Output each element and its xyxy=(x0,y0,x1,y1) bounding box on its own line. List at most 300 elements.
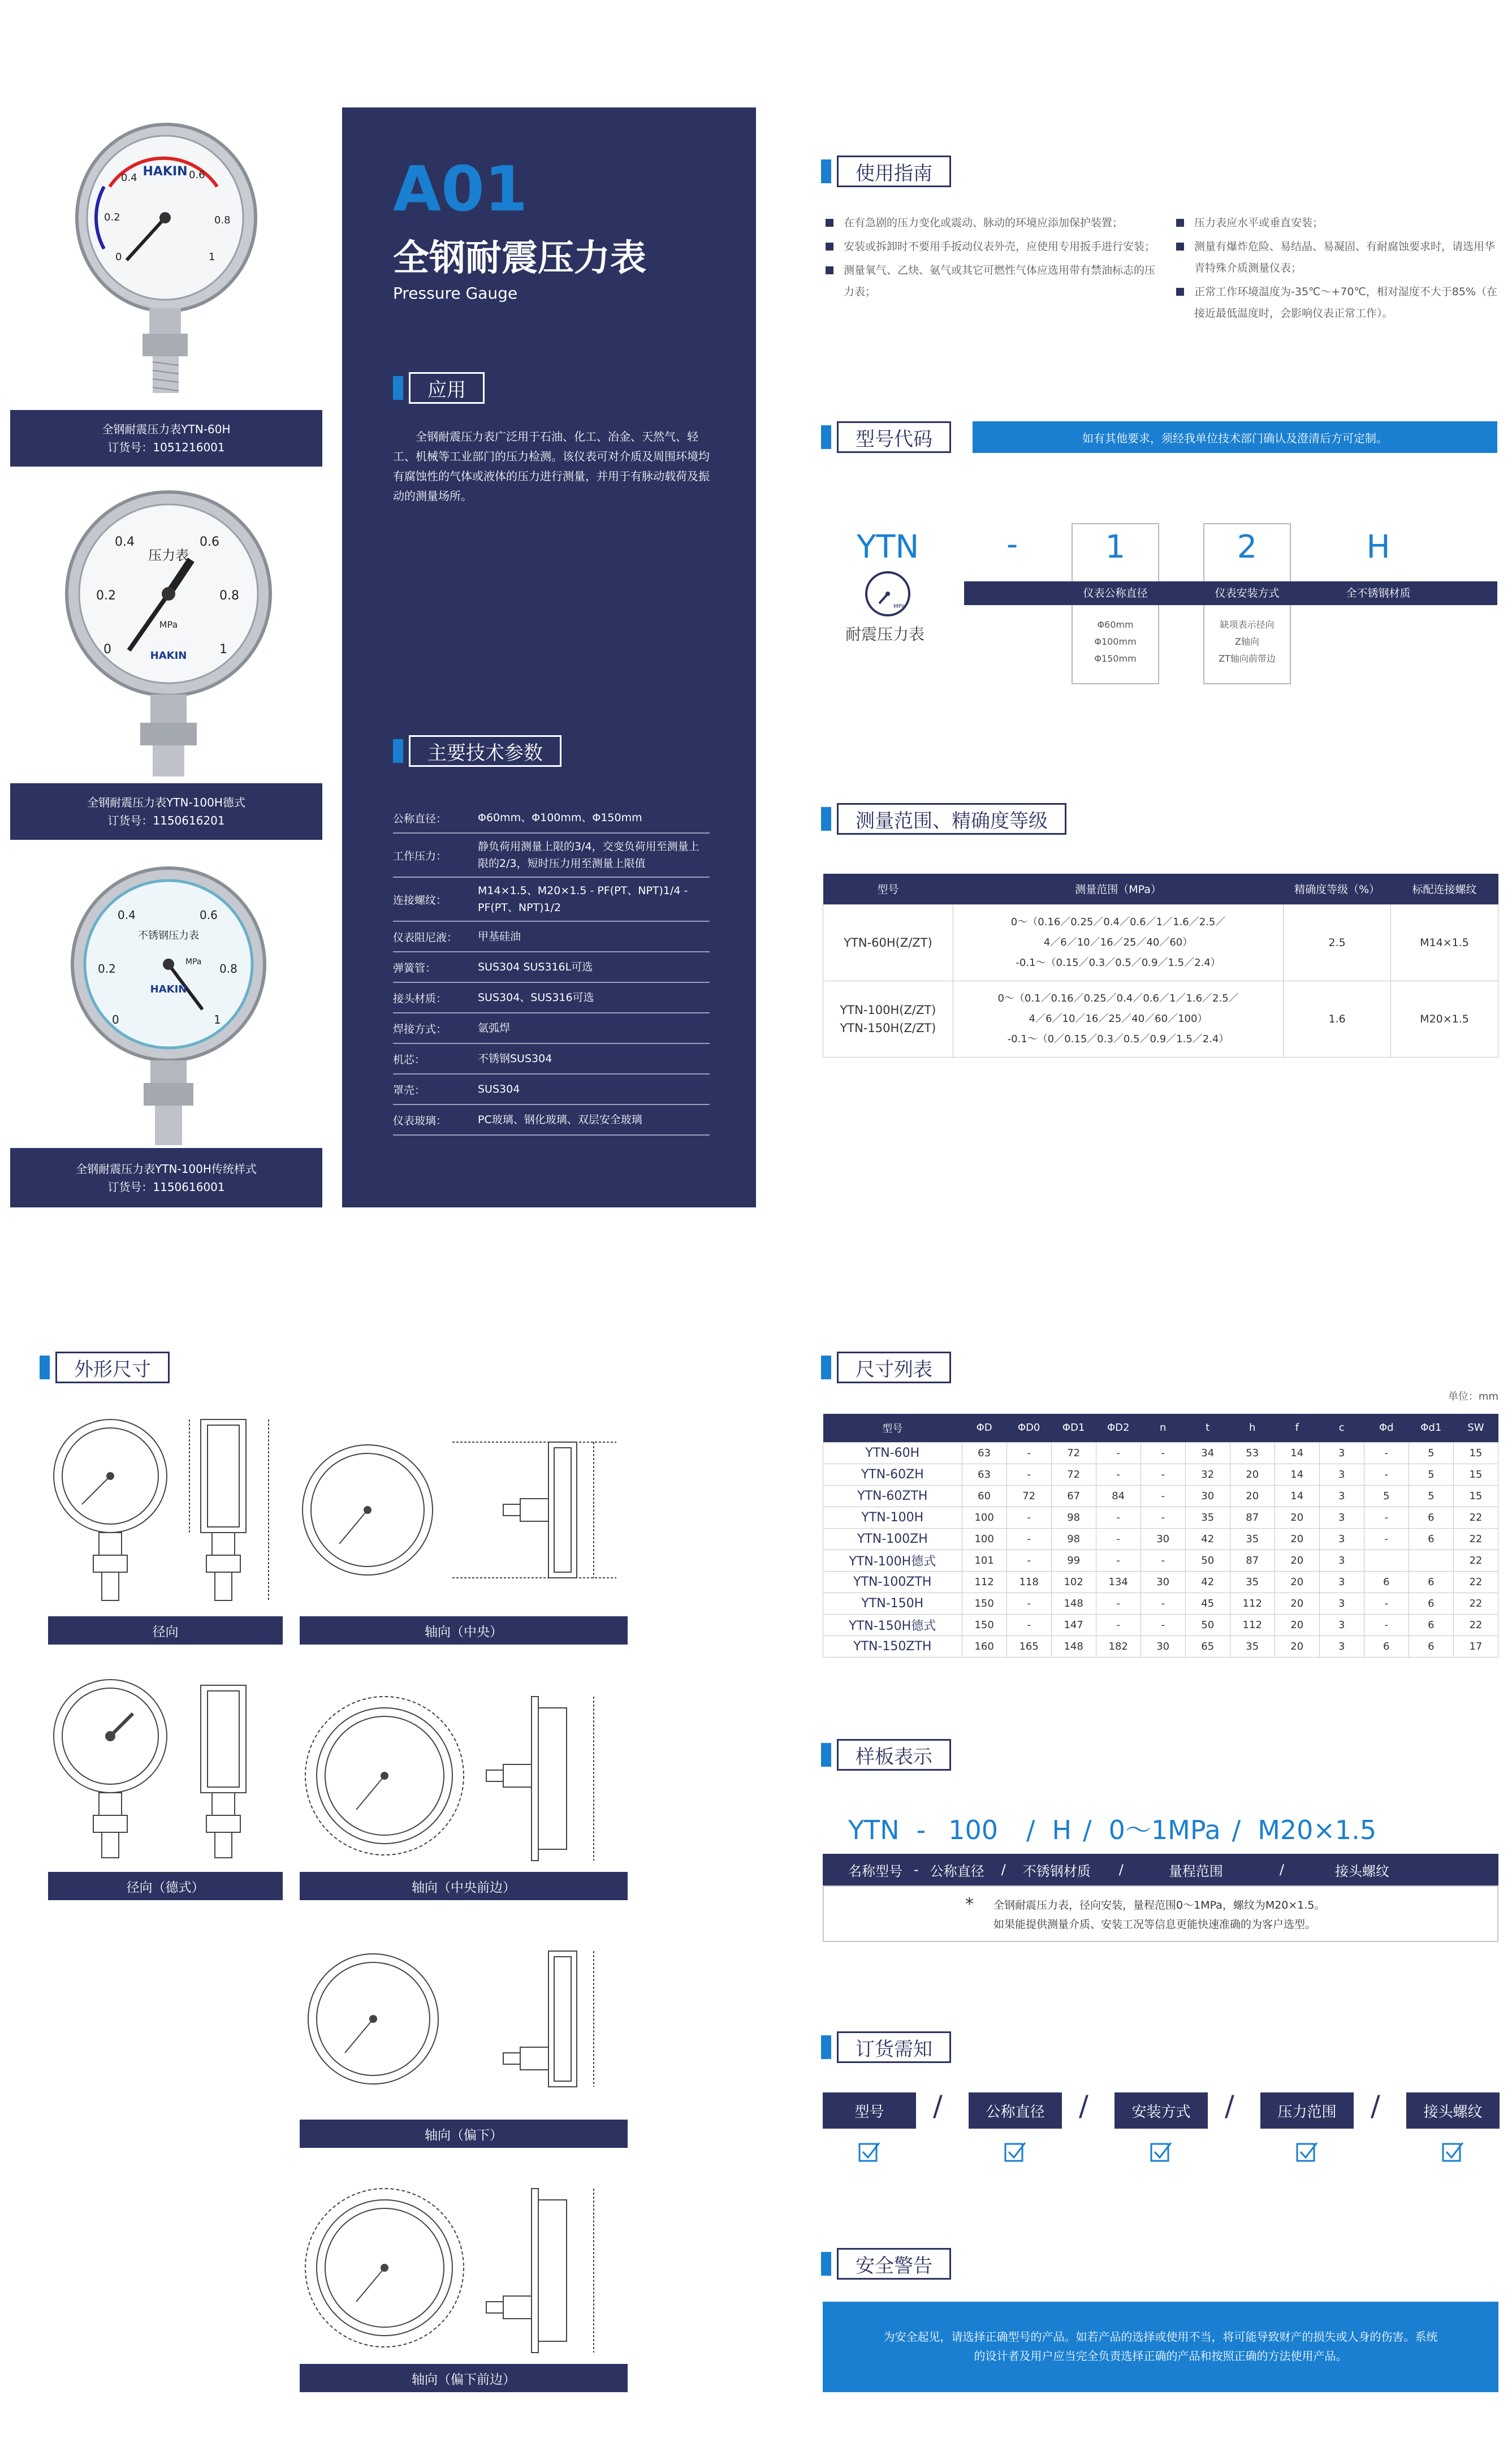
cell-model: YTN-150H xyxy=(823,1593,962,1614)
product-code: A01 xyxy=(393,153,528,225)
cell-value: - xyxy=(1364,1464,1409,1485)
cell-value: 34 xyxy=(1185,1442,1230,1464)
header-cell: f xyxy=(1275,1414,1319,1442)
cell-model: YTN-60ZTH xyxy=(823,1485,962,1507)
cell-value: 72 xyxy=(1051,1464,1096,1485)
intro-panel xyxy=(342,107,756,1207)
cell-model: YTN-100H xyxy=(823,1507,962,1528)
header-cell: Φd xyxy=(1364,1414,1409,1442)
product-order-no: 订货号：1150616001 xyxy=(107,1180,225,1194)
cell-value: 150 xyxy=(962,1593,1006,1614)
gauge-tick: 1 xyxy=(219,642,227,657)
option: ZT轴向前带边 xyxy=(1219,653,1276,664)
model-code-title: 型号代码 xyxy=(837,421,951,453)
table-row xyxy=(823,1636,1498,1657)
outline-caption-5: 轴向（偏下） xyxy=(300,2120,628,2148)
cell-value: 150 xyxy=(962,1614,1006,1636)
heading-marker xyxy=(821,2252,831,2276)
table-row xyxy=(823,1528,1498,1550)
cell-value: 35 xyxy=(1230,1528,1275,1550)
cell-model: YTN-150H德式 xyxy=(823,1614,962,1636)
spec-label: 弹簧管： xyxy=(393,961,437,974)
cell-value: 102 xyxy=(1051,1571,1096,1593)
sample-heading xyxy=(821,1739,951,1771)
cell-value: - xyxy=(1141,1507,1185,1528)
mount-options xyxy=(1203,616,1291,667)
sample-note-1: 全钢耐震压力表，径向安装，量程范围0～1MPa，螺纹为M20×1.5。 xyxy=(993,1899,1325,1911)
label-diameter: 仪表公称直径 xyxy=(1083,587,1148,599)
checkbox-icon[interactable] xyxy=(1004,2141,1026,2163)
cell-value: - xyxy=(1006,1528,1051,1550)
cell-value: 20 xyxy=(1230,1464,1275,1485)
range-title: 测量范围、精确度等级 xyxy=(837,803,1066,835)
cell-value: 30 xyxy=(1141,1636,1185,1657)
cell-accuracy: 2.5 xyxy=(1284,904,1391,981)
usage-text: 安装或拆卸时不要用手扳动仪表外壳，应使用专用扳手进行安装； xyxy=(844,240,1156,253)
sample-note-box xyxy=(823,1885,1498,1942)
checkbox-icon[interactable] xyxy=(858,2141,880,2163)
cell-value: 22 xyxy=(1453,1571,1498,1593)
digit-1: 1 xyxy=(1105,529,1126,566)
cell-value: 6 xyxy=(1364,1571,1409,1593)
warning-title: 安全警告 xyxy=(837,2248,951,2280)
bullet-icon xyxy=(1176,243,1184,251)
cell-value: 5 xyxy=(1364,1485,1409,1507)
cell-value: 32 xyxy=(1185,1464,1230,1485)
specs-title: 主要技术参数 xyxy=(409,735,561,767)
range-line: 0～（0.1／0.16／0.25／0.4／0.6／1／1.6／2.5／ xyxy=(997,992,1239,1004)
heading-marker xyxy=(393,376,403,400)
cell-range xyxy=(953,904,1283,981)
cell-value: 112 xyxy=(1230,1593,1275,1614)
dim-heading xyxy=(821,1352,951,1383)
header-cell: 精确度等级（%） xyxy=(1284,874,1391,904)
cell-value: 3 xyxy=(1319,1485,1364,1507)
specs-heading xyxy=(393,735,561,767)
sample-code-part: H xyxy=(1052,1815,1072,1845)
order-item: 压力范围 xyxy=(1260,2092,1354,2129)
application-title: 应用 xyxy=(409,372,485,404)
gauge-tick: 0.2 xyxy=(96,589,116,603)
warning-line-2: 的设计者及用户应当完全负责选择正确的产品和按照正确的方法使用产品。 xyxy=(974,2349,1347,2363)
table-row xyxy=(823,1464,1498,1485)
cell-value: 182 xyxy=(1096,1636,1141,1657)
sample-label-part: / xyxy=(1279,1862,1284,1878)
spec-label: 仪表阻尼液： xyxy=(393,931,458,944)
header-cell: Φd1 xyxy=(1409,1414,1453,1442)
cell-value: 15 xyxy=(1453,1442,1498,1464)
gauge-label: 压力表 xyxy=(148,547,189,563)
spec-label: 焊接方式： xyxy=(393,1022,447,1035)
cell-value: 22 xyxy=(1453,1550,1498,1571)
page-title: 全钢耐震压力表 xyxy=(393,238,646,279)
cell-value: 14 xyxy=(1275,1442,1319,1464)
table-header-row xyxy=(823,874,1498,904)
cell-value: 6 xyxy=(1409,1571,1453,1593)
cell-value: 30 xyxy=(1141,1571,1185,1593)
cell-value: 3 xyxy=(1319,1528,1364,1550)
spec-value: SUS304、SUS316可选 xyxy=(478,991,594,1004)
cell-value: 20 xyxy=(1275,1636,1319,1657)
cell-value xyxy=(1364,1550,1409,1571)
usage-item xyxy=(826,212,1165,234)
heading-marker xyxy=(821,2035,831,2059)
product-caption-3 xyxy=(10,1148,322,1207)
cell-value: 22 xyxy=(1453,1593,1498,1614)
cell-value: 6 xyxy=(1364,1636,1409,1657)
spec-row xyxy=(393,983,710,1013)
cell-value: - xyxy=(1141,1464,1185,1485)
usage-text: 正常工作环境温度为-35℃～+70℃，相对湿度不大于85%（在接近最低温度时，会影响仪表正常工作）。 xyxy=(1194,286,1498,320)
cell-model: YTN-60H xyxy=(823,1442,962,1464)
outline-heading xyxy=(40,1352,170,1383)
product-caption-2 xyxy=(10,783,322,840)
header-cell: t xyxy=(1185,1414,1230,1442)
range-table xyxy=(823,874,1498,1058)
product-column xyxy=(10,107,322,1207)
cell-model: YTN-60H(Z/ZT) xyxy=(823,904,953,981)
cell-accuracy: 1.6 xyxy=(1284,981,1391,1057)
gauge-tick: 0.4 xyxy=(115,535,135,549)
sample-label-part: / xyxy=(1118,1862,1124,1878)
bullet-icon xyxy=(826,266,833,274)
spec-value: 氩弧焊 xyxy=(478,1022,511,1034)
gauge-icon xyxy=(862,568,913,619)
cell-value: 22 xyxy=(1453,1528,1498,1550)
heading-marker xyxy=(821,1356,831,1379)
cell-value: - xyxy=(1141,1485,1185,1507)
gauge-tick: 0.6 xyxy=(200,535,219,549)
usage-heading xyxy=(821,156,951,187)
model-code-heading xyxy=(821,421,951,453)
gauge-tick: 0.6 xyxy=(189,169,205,181)
dim-table xyxy=(823,1414,1498,1658)
product-name: 全钢耐震压力表YTN-100H传统样式 xyxy=(76,1162,257,1176)
header-cell: n xyxy=(1141,1414,1185,1442)
order-item: 型号 xyxy=(823,2092,916,2129)
cell-value: 3 xyxy=(1319,1442,1364,1464)
digit-3: H xyxy=(1366,529,1390,566)
range-line: 4／6／10／16／25／40／60／100） xyxy=(1029,1012,1208,1025)
cell-value: 3 xyxy=(1319,1550,1364,1571)
heading-marker xyxy=(821,425,831,449)
model-dash: - xyxy=(1006,526,1018,563)
cell-value: 22 xyxy=(1453,1507,1498,1528)
sample-label-part: 接头螺纹 xyxy=(1334,1863,1389,1879)
dim-unit: 单位：mm xyxy=(1448,1391,1498,1403)
header-cell: 型号 xyxy=(823,874,953,904)
table-row xyxy=(823,904,1498,981)
cell-value: 3 xyxy=(1319,1464,1364,1485)
specs-list xyxy=(393,803,710,1136)
bullet-icon xyxy=(826,243,833,251)
checkbox-icon[interactable] xyxy=(1441,2141,1464,2163)
table-row xyxy=(823,1485,1498,1507)
warning-line-1: 为安全起见，请选择正确型号的产品。如若产品的选择或使用不当，将可能导致财产的损失或人身的伤害。系统 xyxy=(883,2330,1438,2344)
label-material: 全不锈钢材质 xyxy=(1346,587,1411,599)
cell-value: - xyxy=(1141,1593,1185,1614)
gauge-unit: MPa xyxy=(159,619,178,630)
cell-value: 42 xyxy=(1185,1571,1230,1593)
header-cell: ΦD xyxy=(962,1414,1006,1442)
cell-value: 20 xyxy=(1275,1507,1319,1528)
outline-caption-6: 轴向（偏下前边） xyxy=(300,2364,628,2392)
gauge-tick: 1 xyxy=(214,1013,221,1026)
cell-value: 118 xyxy=(1006,1571,1051,1593)
outline-caption-1: 径向 xyxy=(48,1616,283,1645)
gauge-brand: HAKIN xyxy=(150,650,187,662)
spec-row xyxy=(393,1105,710,1136)
header-cell: ΦD0 xyxy=(1006,1414,1051,1442)
option: Φ100mm xyxy=(1094,636,1137,647)
model-prefix: YTN xyxy=(857,529,919,566)
table-row xyxy=(823,1442,1498,1464)
model-code-note-bar: 如有其他要求，须经我单位技术部门确认及澄清后方可定制。 xyxy=(973,421,1497,453)
gauge-tick: 0.2 xyxy=(104,212,120,223)
cell-value: - xyxy=(1364,1507,1409,1528)
outline-caption-4: 轴向（中央前边） xyxy=(300,1872,628,1900)
cell-value: 165 xyxy=(1006,1636,1051,1657)
spec-value: 静负荷用测量上限的3/4，交变负荷用至测量上限的2/3，短时压力用至测量上限值 xyxy=(478,840,699,870)
bullet-icon xyxy=(826,219,833,227)
cell-value: - xyxy=(1096,1464,1141,1485)
cell-value: 14 xyxy=(1275,1464,1319,1485)
gauge-tick: 0.8 xyxy=(219,962,237,976)
cell-model: YTN-60ZH xyxy=(823,1464,962,1485)
sample-label-part: / xyxy=(1001,1862,1006,1878)
gauge-tick: 0.2 xyxy=(98,962,116,976)
cell-value: 15 xyxy=(1453,1464,1498,1485)
cell-value: - xyxy=(1096,1528,1141,1550)
heading-marker xyxy=(40,1356,50,1379)
spec-value: 甲基硅油 xyxy=(478,930,521,943)
cell-value: 20 xyxy=(1275,1528,1319,1550)
sample-code-part: 0～1MPa xyxy=(1108,1815,1221,1845)
sample-code-part: YTN xyxy=(848,1815,900,1845)
order-separator: / xyxy=(1079,2090,1088,2122)
warning-heading xyxy=(821,2248,951,2280)
cell-value: 35 xyxy=(1230,1571,1275,1593)
outline-caption-2: 轴向（中央） xyxy=(300,1616,628,1645)
usage-text: 测量氧气、乙炔、氨气或其它可燃性气体应选用带有禁油标志的压力表； xyxy=(844,264,1156,298)
cell-value: 53 xyxy=(1230,1442,1275,1464)
spec-row xyxy=(393,834,710,878)
cell-value: 6 xyxy=(1409,1507,1453,1528)
cell-value: 134 xyxy=(1096,1571,1141,1593)
header-cell: ΦD2 xyxy=(1096,1414,1141,1442)
cell-value: 20 xyxy=(1275,1550,1319,1571)
cell-value: - xyxy=(1096,1507,1141,1528)
header-cell: h xyxy=(1230,1414,1275,1442)
cell-value: - xyxy=(1141,1442,1185,1464)
order-separator: / xyxy=(933,2090,943,2122)
sample-label-part: 量程范围 xyxy=(1168,1863,1223,1879)
cell-value: 6 xyxy=(1409,1636,1453,1657)
spec-row xyxy=(393,878,710,922)
checkbox-icon[interactable] xyxy=(1150,2141,1172,2163)
table-row xyxy=(823,1507,1498,1528)
range-line: 0～（0.16／0.25／0.4／0.6／1／1.6／2.5／ xyxy=(1010,916,1226,928)
cell-value: 60 xyxy=(962,1485,1006,1507)
cell-value: 15 xyxy=(1453,1485,1498,1507)
option: Φ150mm xyxy=(1094,653,1137,664)
option: 缺项表示径向 xyxy=(1220,619,1275,630)
range-line: -0.1～（0／0.15／0.3／0.5／0.9／1.5／2.4） xyxy=(1007,1033,1229,1045)
header-cell: ΦD1 xyxy=(1051,1414,1096,1442)
cell-value: 87 xyxy=(1230,1507,1275,1528)
drawing-radial xyxy=(48,1414,297,1606)
cell-value: - xyxy=(1096,1593,1141,1614)
pressure-gauge-image xyxy=(55,481,282,780)
cell-value: 160 xyxy=(962,1636,1006,1657)
cell-value: 17 xyxy=(1453,1636,1498,1657)
gauge-tick: 0 xyxy=(112,1013,119,1026)
cell-value: - xyxy=(1096,1442,1141,1464)
model-name: 耐震压力表 xyxy=(845,625,925,644)
cell-value: 101 xyxy=(962,1550,1006,1571)
outline-caption-3: 径向（德式） xyxy=(48,1872,283,1900)
cell-model: YTN-100H(Z/ZT) YTN-150H(Z/ZT) xyxy=(823,981,953,1057)
cell-value xyxy=(1409,1550,1453,1571)
gauge-tick: 0.6 xyxy=(200,908,218,922)
heading-marker xyxy=(821,1743,831,1767)
cell-value: 112 xyxy=(1230,1614,1275,1636)
cell-value: 3 xyxy=(1319,1571,1364,1593)
order-item: 安装方式 xyxy=(1114,2092,1208,2129)
product-photo-3 xyxy=(10,848,322,1148)
spec-label: 罩壳： xyxy=(393,1084,426,1097)
cell-value: 20 xyxy=(1275,1614,1319,1636)
sample-star: * xyxy=(965,1895,974,1914)
cell-value: 98 xyxy=(1051,1507,1096,1528)
usage-left-list xyxy=(826,212,1165,305)
table-row xyxy=(823,1571,1498,1593)
cell-model: YTN-150ZTH xyxy=(823,1636,962,1657)
table-row xyxy=(823,981,1498,1057)
cell-value: 87 xyxy=(1230,1550,1275,1571)
diameter-options xyxy=(1072,616,1159,667)
cell-value: 22 xyxy=(1453,1614,1498,1636)
cell-value: 5 xyxy=(1409,1442,1453,1464)
cell-value: 147 xyxy=(1051,1614,1096,1636)
spec-row xyxy=(393,803,710,834)
cell-value: 20 xyxy=(1230,1485,1275,1507)
gauge-brand: HAKIN xyxy=(142,165,188,179)
sample-note-2: 如果能提供测量介质、安装工况等信息更能快速准确的为客户选型。 xyxy=(993,1918,1316,1931)
usage-text: 压力表应水平或垂直安装； xyxy=(1194,217,1324,229)
product-order-no: 订货号：1150616201 xyxy=(107,814,225,827)
spec-row xyxy=(393,1013,710,1044)
order-heading xyxy=(821,2031,951,2063)
cell-value: - xyxy=(1006,1593,1051,1614)
sample-code-part: / xyxy=(1232,1815,1241,1845)
application-heading xyxy=(393,372,485,404)
usage-text: 测量有爆炸危险、易结晶、易凝固、有耐腐蚀要求时，请选用华青特殊介质测量仪表； xyxy=(1194,240,1496,274)
cell-value: - xyxy=(1141,1550,1185,1571)
cell-value: 3 xyxy=(1319,1593,1364,1614)
cell-value: - xyxy=(1364,1528,1409,1550)
table-row xyxy=(823,1614,1498,1636)
header-cell: 测量范围（MPa） xyxy=(953,874,1283,904)
drawing-axial-center xyxy=(300,1431,628,1617)
cell-value: 63 xyxy=(962,1464,1006,1485)
usage-right-list xyxy=(1176,212,1504,326)
cell-value: 72 xyxy=(1006,1485,1051,1507)
cell-value: 42 xyxy=(1185,1528,1230,1550)
sample-code-part: / xyxy=(1026,1815,1035,1845)
cell-value: 148 xyxy=(1051,1636,1096,1657)
sample-label-part: 不锈钢材质 xyxy=(1022,1863,1091,1879)
cell-value: 20 xyxy=(1275,1593,1319,1614)
spec-row xyxy=(393,922,710,952)
heading-marker xyxy=(821,807,831,831)
cell-value: 63 xyxy=(962,1442,1006,1464)
cell-value: - xyxy=(1006,1507,1051,1528)
dim-title: 尺寸列表 xyxy=(837,1352,951,1383)
table-row xyxy=(823,1550,1498,1571)
drawing-radial-german xyxy=(48,1674,297,1861)
cell-model: YTN-100H德式 xyxy=(823,1550,962,1571)
product-photo-2 xyxy=(10,475,322,783)
spec-value: PC玻璃、钢化玻璃、双层安全玻璃 xyxy=(478,1114,642,1126)
drawing-axial-bottom xyxy=(300,1940,628,2126)
cell-value: - xyxy=(1006,1550,1051,1571)
cell-value: 35 xyxy=(1185,1507,1230,1528)
cell-value: - xyxy=(1364,1442,1409,1464)
cell-value: 67 xyxy=(1051,1485,1096,1507)
gauge-tick: 0.8 xyxy=(219,589,239,603)
table-header-row xyxy=(823,1414,1498,1442)
cell-thread: M20×1.5 xyxy=(1391,981,1498,1057)
cell-value: - xyxy=(1141,1614,1185,1636)
cell-value: 100 xyxy=(962,1528,1006,1550)
cell-value: 99 xyxy=(1051,1550,1096,1571)
cell-model: YTN-100ZH xyxy=(823,1528,962,1550)
table-row xyxy=(823,1593,1498,1614)
drawing-axial-bottom-flange xyxy=(300,2183,628,2364)
cell-value: 3 xyxy=(1319,1614,1364,1636)
bullet-icon xyxy=(1176,219,1184,227)
spec-label: 工作压力： xyxy=(393,849,447,862)
product-name: 全钢耐震压力表YTN-60H xyxy=(102,422,231,436)
heading-marker xyxy=(821,159,831,183)
order-separator: / xyxy=(1371,2090,1380,2122)
cell-value: 20 xyxy=(1275,1571,1319,1593)
gauge-tick: 1 xyxy=(209,251,215,263)
cell-value: - xyxy=(1364,1593,1409,1614)
sample-code-part: - xyxy=(916,1815,926,1845)
cell-value: - xyxy=(1006,1464,1051,1485)
product-order-no: 订货号：1051216001 xyxy=(107,441,225,454)
cell-value: 148 xyxy=(1051,1593,1096,1614)
cell-range xyxy=(953,981,1283,1057)
product-caption-1 xyxy=(10,410,322,467)
cell-value: - xyxy=(1096,1550,1141,1571)
spec-value: SUS304 SUS316L可选 xyxy=(478,961,593,973)
order-item: 接头螺纹 xyxy=(1406,2092,1500,2129)
cell-value: 84 xyxy=(1096,1485,1141,1507)
cell-value: 65 xyxy=(1185,1636,1230,1657)
spec-value: Φ60mm、Φ100mm、Φ150mm xyxy=(478,812,642,824)
header-cell: c xyxy=(1319,1414,1364,1442)
product-name: 全钢耐震压力表YTN-100H德式 xyxy=(87,796,245,809)
order-separator: / xyxy=(1225,2090,1234,2122)
cell-value: 35 xyxy=(1230,1636,1275,1657)
checkbox-icon[interactable] xyxy=(1295,2141,1318,2163)
header-cell: 标配连接螺纹 xyxy=(1391,874,1498,904)
sample-label-part: 公称直径 xyxy=(930,1863,984,1879)
cell-thread: M14×1.5 xyxy=(1391,904,1498,981)
